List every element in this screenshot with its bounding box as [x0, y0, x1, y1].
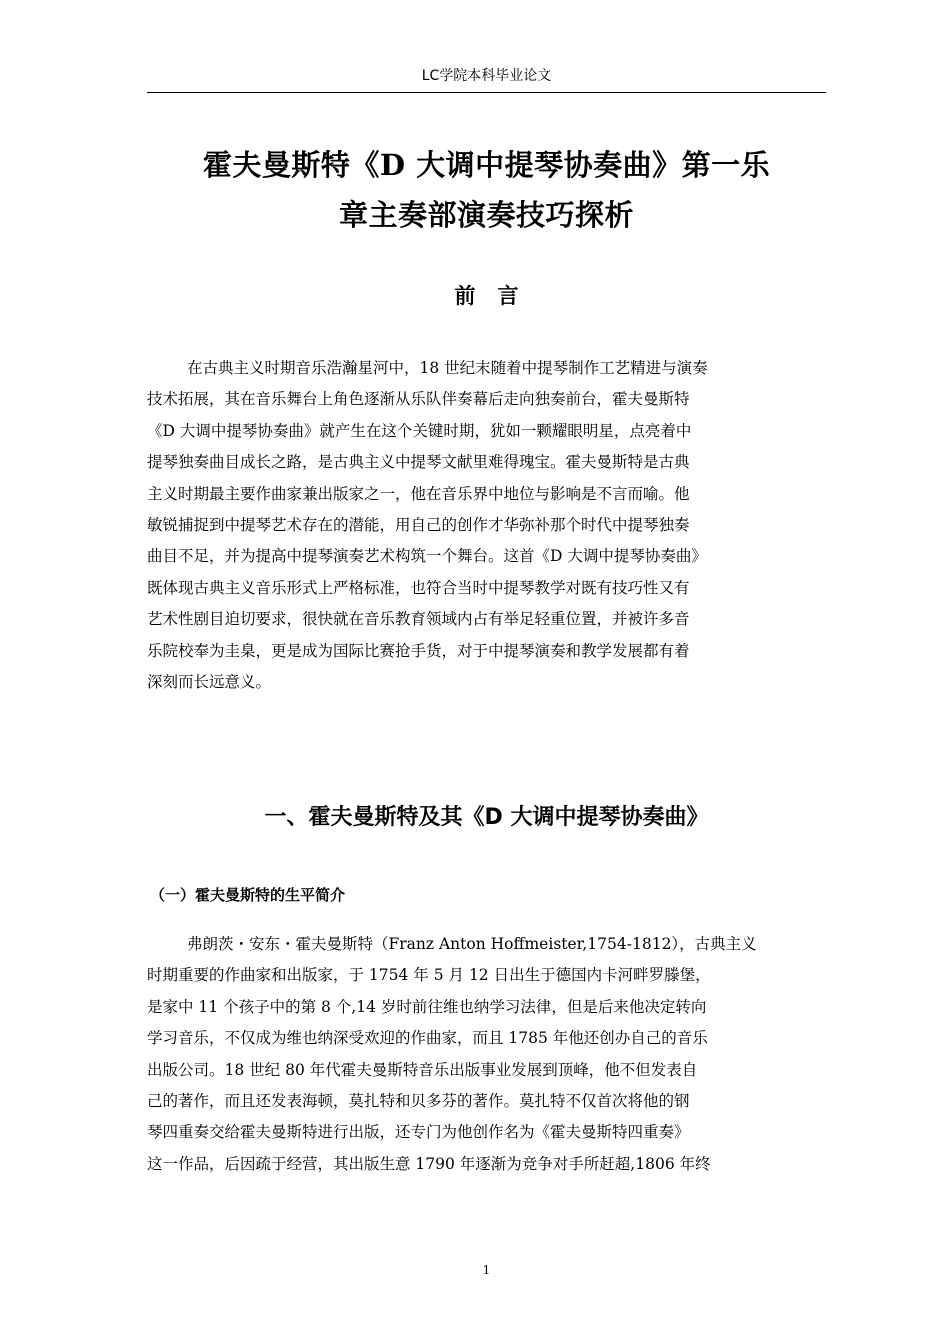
text-line: 在古典主义时期音乐浩瀚星河中，18 世纪末随着中提琴制作工艺精进与演奏 [187, 359, 708, 377]
text-line: 曲目不足，并为提高中提琴演奏艺术构筑一个舞台。这首《D 大调中提琴协奏曲》 [147, 547, 707, 566]
thesis-title [147, 140, 826, 240]
text-line: 出版公司。18 世纪 80 年代霍夫曼斯特音乐出版事业发展到顶峰，他不但发表自 [147, 1060, 698, 1079]
section-heading: 一、霍夫曼斯特及其《D 大调中提琴协奏曲》 [264, 805, 709, 830]
preface-paragraph [147, 353, 826, 698]
text-line: 乐院校奉为圭臬，更是成为国际比赛抢手货，对于中提琴演奏和教学发展都有着 [147, 641, 690, 660]
text-line: 技术拓展，其在音乐舞台上角色逐渐从乐队伴奏幕后走向独奏前台，霍夫曼斯特 [147, 390, 690, 409]
thesis-title-line-1: 霍夫曼斯特《D 大调中提琴协奏曲》第一乐 [202, 148, 771, 182]
text-line: 敏锐捕捉到中提琴艺术存在的潜能，用自己的创作才华弥补那个时代中提琴独奏 [147, 516, 690, 535]
text-line: 这一作品，后因疏于经营，其出版生意 1790 年逐渐为竞争对手所赶超,1806 年终 [147, 1154, 711, 1173]
preface-heading: 前言 [454, 284, 541, 308]
running-header: LC学院本科毕业论文 [421, 68, 552, 84]
biography-paragraph [147, 929, 826, 1180]
text-line: 《D 大调中提琴协奏曲》就产生在这个关键时期，犹如一颗耀眼明星，点亮着中 [147, 421, 692, 440]
text-line: 既体现古典主义音乐形式上严格标准，也符合当时中提琴教学对既有技巧性又有 [147, 578, 690, 597]
text-line: 时期重要的作曲家和出版家，于 1754 年 5 月 12 日出生于德国内卡河畔罗滕堡， [147, 966, 711, 985]
text-line: 己的著作，而且还发表海顿，莫扎特和贝多芬的著作。莫扎特不仅首次将他的钢 [147, 1092, 690, 1111]
text-line: 学习音乐，不仅成为维也纳深受欢迎的作曲家，而且 1785 年他还创办自己的音乐 [147, 1029, 708, 1048]
text-line: 深刻而长远意义。 [147, 673, 272, 692]
subsection-heading: （一）霍夫曼斯特的生平简介 [150, 886, 346, 904]
text-line: 是家中 11 个孩子中的第 8 个,14 岁时前往维也纳学习法律，但是后来他决定转向 [147, 997, 707, 1016]
thesis-title-line-2: 章主奏部演奏技巧探析 [338, 198, 634, 232]
text-line: 提琴独奏曲目成长之路，是古典主义中提琴文献里难得瑰宝。霍夫曼斯特是古典 [147, 453, 690, 472]
page-number: 1 [482, 1263, 491, 1277]
text-line: 艺术性剧目迫切要求，很快就在音乐教育领域内占有举足轻重位置，并被许多音 [147, 610, 690, 629]
text-line: 琴四重奏交给霍夫曼斯特进行出版，还专门为他创作名为《霍夫曼斯特四重奏》 [147, 1123, 690, 1142]
text-line: 弗朗茨・安东・霍夫曼斯特（Franz Anton Hoffmeister,1754-1812），古典主义 [187, 935, 757, 953]
text-line: 主义时期最主要作曲家兼出版家之一，他在音乐界中地位与影响是不言而喻。他 [147, 484, 690, 503]
header-rule [147, 92, 826, 93]
